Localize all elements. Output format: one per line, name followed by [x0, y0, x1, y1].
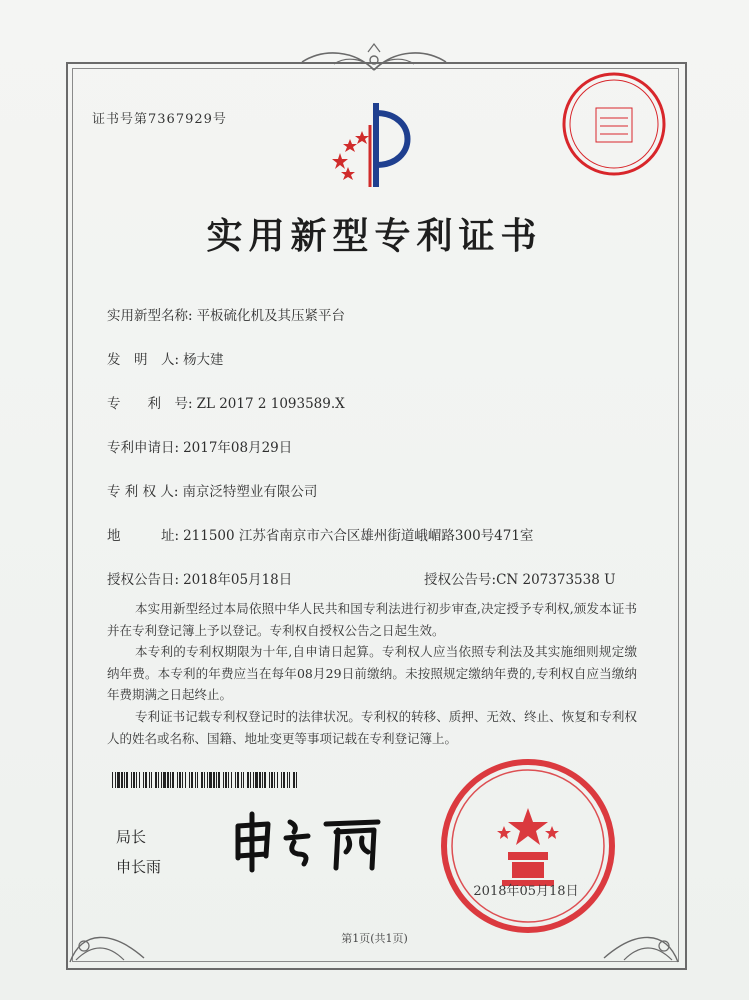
- address-row: [107, 524, 533, 544]
- paragraph-2: 本专利的专利权期限为十年,自申请日起算。专利权人应当依照专利法及其实施细则规定缴纳年费。本专利的年费应当在每年08月29日前缴纳。未按照规定缴纳年费的,专利权自应当缴纳年费期满之日起终止。: [107, 644, 637, 702]
- tax-stamp-seal-icon: [558, 68, 670, 180]
- official-seal-icon: [438, 756, 618, 936]
- utility-model-name-label: 实用新型名称:: [107, 308, 193, 324]
- grant-number-value: CN 207373538 U: [496, 572, 616, 588]
- patentee-label: 专 利 权 人:: [107, 484, 179, 500]
- inventor-value: 杨大建: [183, 352, 224, 368]
- paragraph-1: 本实用新型经过本局依照中华人民共和国专利法进行初步审查,决定授予专利权,颁发本证书并在专利登记簿上予以登记。专利权自授权公告之日起生效。: [107, 601, 637, 638]
- filing-date-value: 2017年08月29日: [183, 440, 293, 456]
- utility-model-name-row: [107, 304, 345, 324]
- patentee-row: [107, 480, 317, 500]
- utility-model-name-value: 平板硫化机及其压紧平台: [196, 308, 346, 324]
- filing-date-row: [107, 436, 292, 456]
- certificate-title: 实用新型专利证书: [206, 215, 543, 257]
- grant-date-value: 2018年05月18日: [183, 572, 293, 588]
- certificate-number: 证书号第7367929号: [92, 112, 227, 127]
- address-value: 211500 江苏省南京市六合区雄州街道峨嵋路300号471室: [183, 528, 534, 544]
- filing-date-label: 专利申请日:: [107, 440, 180, 456]
- seal-date: 2018年05月18日: [473, 884, 579, 899]
- paragraph-3: 专利证书记载专利权登记时的法律状况。专利权的转移、质押、无效、终止、恢复和专利权人的姓名或名称、国籍、地址变更等事项记载在专利登记簿上。: [107, 709, 637, 746]
- grant-date-label: 授权公告日:: [107, 572, 180, 588]
- signatory-title: 局长: [116, 828, 147, 846]
- patent-number-value: ZL 2017 2 1093589.X: [196, 396, 345, 412]
- inventor-label: 发 明 人:: [107, 352, 180, 368]
- handwritten-signature: [228, 808, 388, 878]
- patent-number-row: [107, 392, 345, 412]
- grant-number-label: 授权公告号:: [424, 572, 497, 588]
- patent-number-label: 专 利 号:: [107, 396, 193, 412]
- grant-number-row: [424, 568, 615, 588]
- grant-date-row: [107, 568, 292, 588]
- page-footer: 第1页(共1页): [341, 932, 408, 945]
- address-label: 地 址:: [107, 528, 180, 544]
- signatory-name: 申长雨: [116, 858, 162, 876]
- cnipa-logo-icon: [318, 95, 428, 195]
- top-ornament-icon: [294, 40, 454, 76]
- patentee-value: 南京泛特塑业有限公司: [182, 484, 318, 500]
- barcode: [112, 772, 300, 788]
- inventor-row: [107, 348, 224, 368]
